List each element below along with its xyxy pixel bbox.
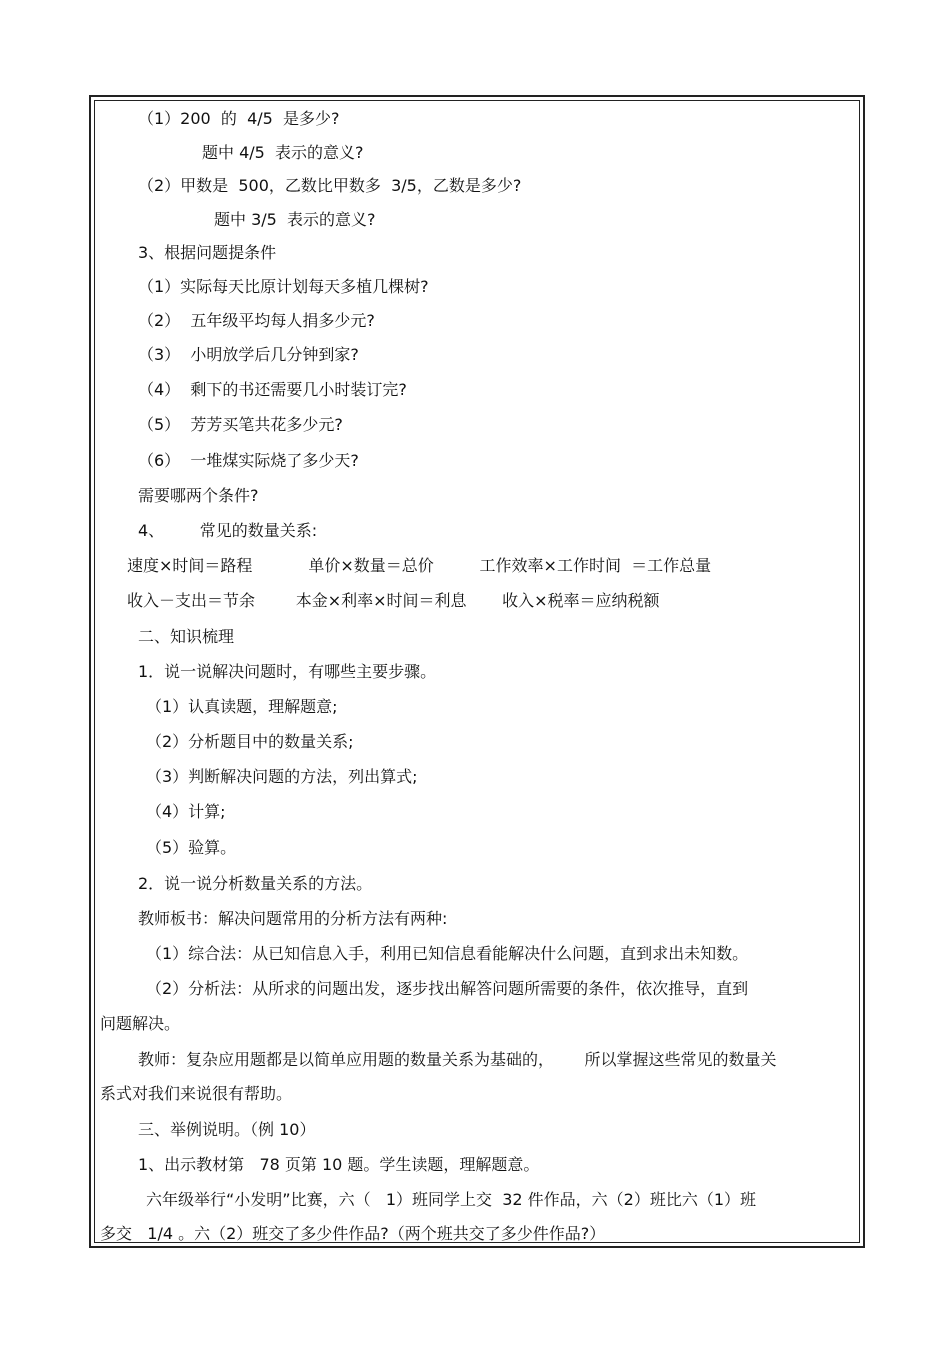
text-line-26: （2）分析法：从所求的问题出发，逐步找出解答问题所需要的条件，依次推导，直到: [146, 979, 749, 998]
text-line-3: （2）甲数是 500，乙数比甲数多 3/5，乙数是多少?: [138, 176, 522, 195]
text-line-2: 题中 4/5 表示的意义?: [202, 143, 364, 162]
text-line-6: （1）实际每天比原计划每天多植几棵树?: [138, 277, 429, 296]
text-line-16: 二、知识梳理: [138, 627, 235, 646]
text-line-4: 题中 3/5 表示的意义?: [214, 210, 376, 229]
text-line-31: 1、出示教材第 78 页第 10 题。学生读题，理解题意。: [138, 1155, 540, 1174]
text-line-10: （5） 芳芳买笔共花多少元?: [138, 415, 343, 434]
text-line-20: （3）判断解决问题的方法，列出算式;: [146, 767, 418, 786]
text-line-19: （2）分析题目中的数量关系;: [146, 732, 354, 751]
text-line-30: 三、举例说明。（例 10）: [138, 1120, 316, 1139]
text-line-12: 需要哪两个条件?: [138, 486, 259, 505]
text-line-25: （1）综合法：从已知信息入手，利用已知信息看能解决什么问题，直到求出未知数。: [146, 944, 749, 963]
text-line-18: （1）认真读题，理解题意;: [146, 697, 338, 716]
text-line-7: （2） 五年级平均每人捐多少元?: [138, 311, 375, 330]
text-line-11: （6） 一堆煤实际烧了多少天?: [138, 451, 359, 470]
text-line-15: 收入－支出＝节余 本金×利率×时间＝利息 收入×税率＝应纳税额: [127, 591, 660, 610]
text-line-5: 3、根据问题提条件: [138, 243, 277, 262]
text-line-27: 问题解决。: [100, 1014, 181, 1033]
text-line-17: 1．说一说解决问题时，有哪些主要步骤。: [138, 662, 437, 681]
text-line-13: 4、 常见的数量关系:: [138, 521, 318, 540]
text-line-1: （1）200 的 4/5 是多少?: [138, 109, 340, 128]
text-line-9: （4） 剩下的书还需要几小时装订完?: [138, 380, 407, 399]
text-line-14: 速度×时间＝路程 单价×数量＝总价 工作效率×工作时间 ＝工作总量: [127, 556, 712, 575]
text-line-21: （4）计算;: [146, 802, 226, 821]
text-line-28: 教师：复杂应用题都是以简单应用题的数量关系为基础的， 所以掌握这些常见的数量关: [138, 1050, 777, 1069]
text-line-32: 六年级举行“小发明”比赛，六（ 1）班同学上交 32 件作品，六（2）班比六（1）班: [146, 1190, 756, 1209]
text-line-33: 多交 1/4 。六（2）班交了多少件作品?（两个班共交了多少件作品?）: [100, 1224, 606, 1243]
text-line-29: 系式对我们来说很有帮助。: [100, 1084, 293, 1103]
text-line-23: 2．说一说分析数量关系的方法。: [138, 874, 373, 893]
text-line-24: 教师板书：解决问题常用的分析方法有两种:: [138, 909, 448, 928]
text-line-8: （3） 小明放学后几分钟到家?: [138, 345, 359, 364]
text-line-22: （5）验算。: [146, 838, 237, 857]
